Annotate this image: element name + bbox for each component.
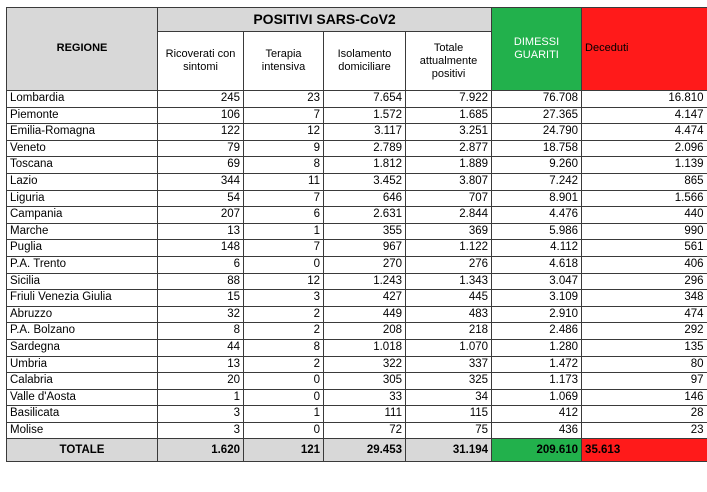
- cell-dimessi: 1.472: [492, 356, 582, 373]
- cell-regione: P.A. Bolzano: [7, 323, 158, 340]
- cell-totale: 276: [406, 256, 492, 273]
- table-row: [7, 124, 707, 141]
- cell-dimessi: 76.708: [492, 91, 582, 108]
- cell-terapia: 12: [244, 273, 324, 290]
- cell-isolamento: 111: [324, 406, 406, 423]
- cell-dimessi: 2.486: [492, 323, 582, 340]
- cell-deceduti: 4.474: [582, 124, 707, 141]
- cell-deceduti: 28: [582, 406, 707, 423]
- cell-ricoverati: 79: [158, 140, 244, 157]
- cell-deceduti: 474: [582, 306, 707, 323]
- cell-ricoverati: 13: [158, 356, 244, 373]
- cell-terapia: 0: [244, 389, 324, 406]
- table-row: [7, 356, 707, 373]
- cell-terapia: 11: [244, 173, 324, 190]
- cell-ricoverati: 20: [158, 373, 244, 390]
- cell-dimessi: 412: [492, 406, 582, 423]
- cell-deceduti: 4.147: [582, 107, 707, 124]
- cell-isolamento: 3.452: [324, 173, 406, 190]
- cell-regione: Marche: [7, 223, 158, 240]
- cell-ricoverati: 13: [158, 223, 244, 240]
- cell-regione: Liguria: [7, 190, 158, 207]
- cell-totale: 325: [406, 373, 492, 390]
- total-totale: 31.194: [406, 439, 492, 462]
- table-row: [7, 91, 707, 108]
- cell-isolamento: 2.789: [324, 140, 406, 157]
- cell-deceduti: 561: [582, 240, 707, 257]
- cell-terapia: 2: [244, 323, 324, 340]
- cell-dimessi: 4.112: [492, 240, 582, 257]
- cell-regione: Toscana: [7, 157, 158, 174]
- cell-terapia: 7: [244, 107, 324, 124]
- header-dimessi-guariti: DIMESSI GUARITI: [492, 8, 582, 91]
- cell-ricoverati: 148: [158, 240, 244, 257]
- total-terapia: 121: [244, 439, 324, 462]
- cell-ricoverati: 69: [158, 157, 244, 174]
- cell-isolamento: 1.243: [324, 273, 406, 290]
- cell-regione: Calabria: [7, 373, 158, 390]
- cell-ricoverati: 32: [158, 306, 244, 323]
- covid-region-table: [6, 7, 707, 462]
- cell-regione: Abruzzo: [7, 306, 158, 323]
- total-label: TOTALE: [7, 439, 158, 462]
- cell-totale: 1.122: [406, 240, 492, 257]
- cell-dimessi: 18.758: [492, 140, 582, 157]
- cell-ricoverati: 88: [158, 273, 244, 290]
- cell-regione: Basilicata: [7, 406, 158, 423]
- header-deceduti: Deceduti: [582, 8, 707, 91]
- cell-totale: 2.877: [406, 140, 492, 157]
- cell-regione: Lombardia: [7, 91, 158, 108]
- cell-isolamento: 72: [324, 422, 406, 439]
- cell-isolamento: 355: [324, 223, 406, 240]
- cell-totale: 483: [406, 306, 492, 323]
- cell-regione: Campania: [7, 207, 158, 224]
- cell-totale: 34: [406, 389, 492, 406]
- cell-regione: Valle d'Aosta: [7, 389, 158, 406]
- header-terapia-intensiva: Terapia intensiva: [244, 32, 324, 91]
- cell-deceduti: 990: [582, 223, 707, 240]
- table-row: [7, 273, 707, 290]
- cell-totale: 7.922: [406, 91, 492, 108]
- cell-dimessi: 3.047: [492, 273, 582, 290]
- cell-dimessi: 3.109: [492, 290, 582, 307]
- header-totale-positivi: Totale attualmente positivi: [406, 32, 492, 91]
- cell-ricoverati: 344: [158, 173, 244, 190]
- cell-totale: 3.251: [406, 124, 492, 141]
- header-regione: REGIONE: [7, 8, 158, 91]
- cell-isolamento: 646: [324, 190, 406, 207]
- cell-regione: Sardegna: [7, 339, 158, 356]
- cell-dimessi: 1.173: [492, 373, 582, 390]
- cell-deceduti: 865: [582, 173, 707, 190]
- cell-isolamento: 1.572: [324, 107, 406, 124]
- cell-deceduti: 440: [582, 207, 707, 224]
- cell-deceduti: 1.139: [582, 157, 707, 174]
- cell-deceduti: 23: [582, 422, 707, 439]
- cell-deceduti: 406: [582, 256, 707, 273]
- table-row: [7, 223, 707, 240]
- cell-ricoverati: 3: [158, 422, 244, 439]
- table-row: [7, 140, 707, 157]
- cell-regione: P.A. Trento: [7, 256, 158, 273]
- cell-dimessi: 1.280: [492, 339, 582, 356]
- table-row: [7, 207, 707, 224]
- cell-totale: 115: [406, 406, 492, 423]
- cell-ricoverati: 8: [158, 323, 244, 340]
- cell-ricoverati: 207: [158, 207, 244, 224]
- cell-ricoverati: 245: [158, 91, 244, 108]
- cell-dimessi: 2.910: [492, 306, 582, 323]
- cell-dimessi: 24.790: [492, 124, 582, 141]
- cell-deceduti: 16.810: [582, 91, 707, 108]
- cell-dimessi: 4.476: [492, 207, 582, 224]
- cell-dimessi: 9.260: [492, 157, 582, 174]
- cell-ricoverati: 15: [158, 290, 244, 307]
- cell-terapia: 6: [244, 207, 324, 224]
- cell-ricoverati: 106: [158, 107, 244, 124]
- cell-regione: Molise: [7, 422, 158, 439]
- cell-regione: Lazio: [7, 173, 158, 190]
- cell-terapia: 2: [244, 356, 324, 373]
- table-row: [7, 173, 707, 190]
- total-ricoverati: 1.620: [158, 439, 244, 462]
- cell-totale: 75: [406, 422, 492, 439]
- cell-deceduti: 80: [582, 356, 707, 373]
- cell-isolamento: 3.117: [324, 124, 406, 141]
- cell-totale: 1.889: [406, 157, 492, 174]
- header-positivi-title: POSITIVI SARS-CoV2: [158, 8, 492, 32]
- cell-regione: Puglia: [7, 240, 158, 257]
- cell-totale: 2.844: [406, 207, 492, 224]
- covid-table-container: [6, 7, 706, 462]
- cell-deceduti: 348: [582, 290, 707, 307]
- cell-isolamento: 967: [324, 240, 406, 257]
- cell-terapia: 23: [244, 91, 324, 108]
- total-isolamento: 29.453: [324, 439, 406, 462]
- cell-deceduti: 292: [582, 323, 707, 340]
- cell-deceduti: 296: [582, 273, 707, 290]
- cell-dimessi: 4.618: [492, 256, 582, 273]
- cell-totale: 707: [406, 190, 492, 207]
- table-row: [7, 240, 707, 257]
- cell-isolamento: 208: [324, 323, 406, 340]
- cell-ricoverati: 44: [158, 339, 244, 356]
- cell-totale: 1.343: [406, 273, 492, 290]
- header-row-top: [7, 8, 707, 32]
- cell-totale: 445: [406, 290, 492, 307]
- header-isolamento: Isolamento domiciliare: [324, 32, 406, 91]
- cell-dimessi: 27.365: [492, 107, 582, 124]
- cell-terapia: 0: [244, 373, 324, 390]
- cell-terapia: 0: [244, 256, 324, 273]
- cell-deceduti: 97: [582, 373, 707, 390]
- cell-regione: Emilia-Romagna: [7, 124, 158, 141]
- table-row: [7, 406, 707, 423]
- cell-dimessi: 5.986: [492, 223, 582, 240]
- cell-terapia: 7: [244, 190, 324, 207]
- cell-regione: Piemonte: [7, 107, 158, 124]
- cell-isolamento: 270: [324, 256, 406, 273]
- cell-terapia: 2: [244, 306, 324, 323]
- cell-isolamento: 1.018: [324, 339, 406, 356]
- cell-totale: 1.070: [406, 339, 492, 356]
- table-row: [7, 290, 707, 307]
- table-row: [7, 157, 707, 174]
- cell-terapia: 1: [244, 223, 324, 240]
- total-row: [7, 439, 707, 462]
- cell-ricoverati: 122: [158, 124, 244, 141]
- cell-regione: Umbria: [7, 356, 158, 373]
- cell-regione: Veneto: [7, 140, 158, 157]
- cell-ricoverati: 3: [158, 406, 244, 423]
- cell-isolamento: 427: [324, 290, 406, 307]
- cell-deceduti: 135: [582, 339, 707, 356]
- cell-deceduti: 146: [582, 389, 707, 406]
- cell-totale: 3.807: [406, 173, 492, 190]
- cell-isolamento: 7.654: [324, 91, 406, 108]
- cell-deceduti: 2.096: [582, 140, 707, 157]
- cell-ricoverati: 1: [158, 389, 244, 406]
- cell-dimessi: 8.901: [492, 190, 582, 207]
- cell-isolamento: 2.631: [324, 207, 406, 224]
- header-ricoverati: Ricoverati con sintomi: [158, 32, 244, 91]
- cell-ricoverati: 6: [158, 256, 244, 273]
- cell-isolamento: 322: [324, 356, 406, 373]
- table-row: [7, 339, 707, 356]
- cell-terapia: 8: [244, 339, 324, 356]
- cell-terapia: 9: [244, 140, 324, 157]
- cell-deceduti: 1.566: [582, 190, 707, 207]
- cell-totale: 369: [406, 223, 492, 240]
- cell-regione: Friuli Venezia Giulia: [7, 290, 158, 307]
- cell-terapia: 3: [244, 290, 324, 307]
- cell-terapia: 12: [244, 124, 324, 141]
- cell-isolamento: 1.812: [324, 157, 406, 174]
- total-dimessi: 209.610: [492, 439, 582, 462]
- table-row: [7, 256, 707, 273]
- cell-dimessi: 1.069: [492, 389, 582, 406]
- cell-totale: 218: [406, 323, 492, 340]
- cell-regione: Sicilia: [7, 273, 158, 290]
- table-row: [7, 107, 707, 124]
- cell-isolamento: 33: [324, 389, 406, 406]
- table-row: [7, 389, 707, 406]
- table-row: [7, 323, 707, 340]
- cell-dimessi: 436: [492, 422, 582, 439]
- table-row: [7, 373, 707, 390]
- cell-isolamento: 449: [324, 306, 406, 323]
- cell-terapia: 7: [244, 240, 324, 257]
- cell-isolamento: 305: [324, 373, 406, 390]
- table-row: [7, 422, 707, 439]
- cell-terapia: 1: [244, 406, 324, 423]
- table-row: [7, 306, 707, 323]
- cell-totale: 337: [406, 356, 492, 373]
- cell-totale: 1.685: [406, 107, 492, 124]
- cell-dimessi: 7.242: [492, 173, 582, 190]
- cell-terapia: 0: [244, 422, 324, 439]
- table-row: [7, 190, 707, 207]
- cell-ricoverati: 54: [158, 190, 244, 207]
- total-deceduti: 35.613: [582, 439, 707, 462]
- cell-terapia: 8: [244, 157, 324, 174]
